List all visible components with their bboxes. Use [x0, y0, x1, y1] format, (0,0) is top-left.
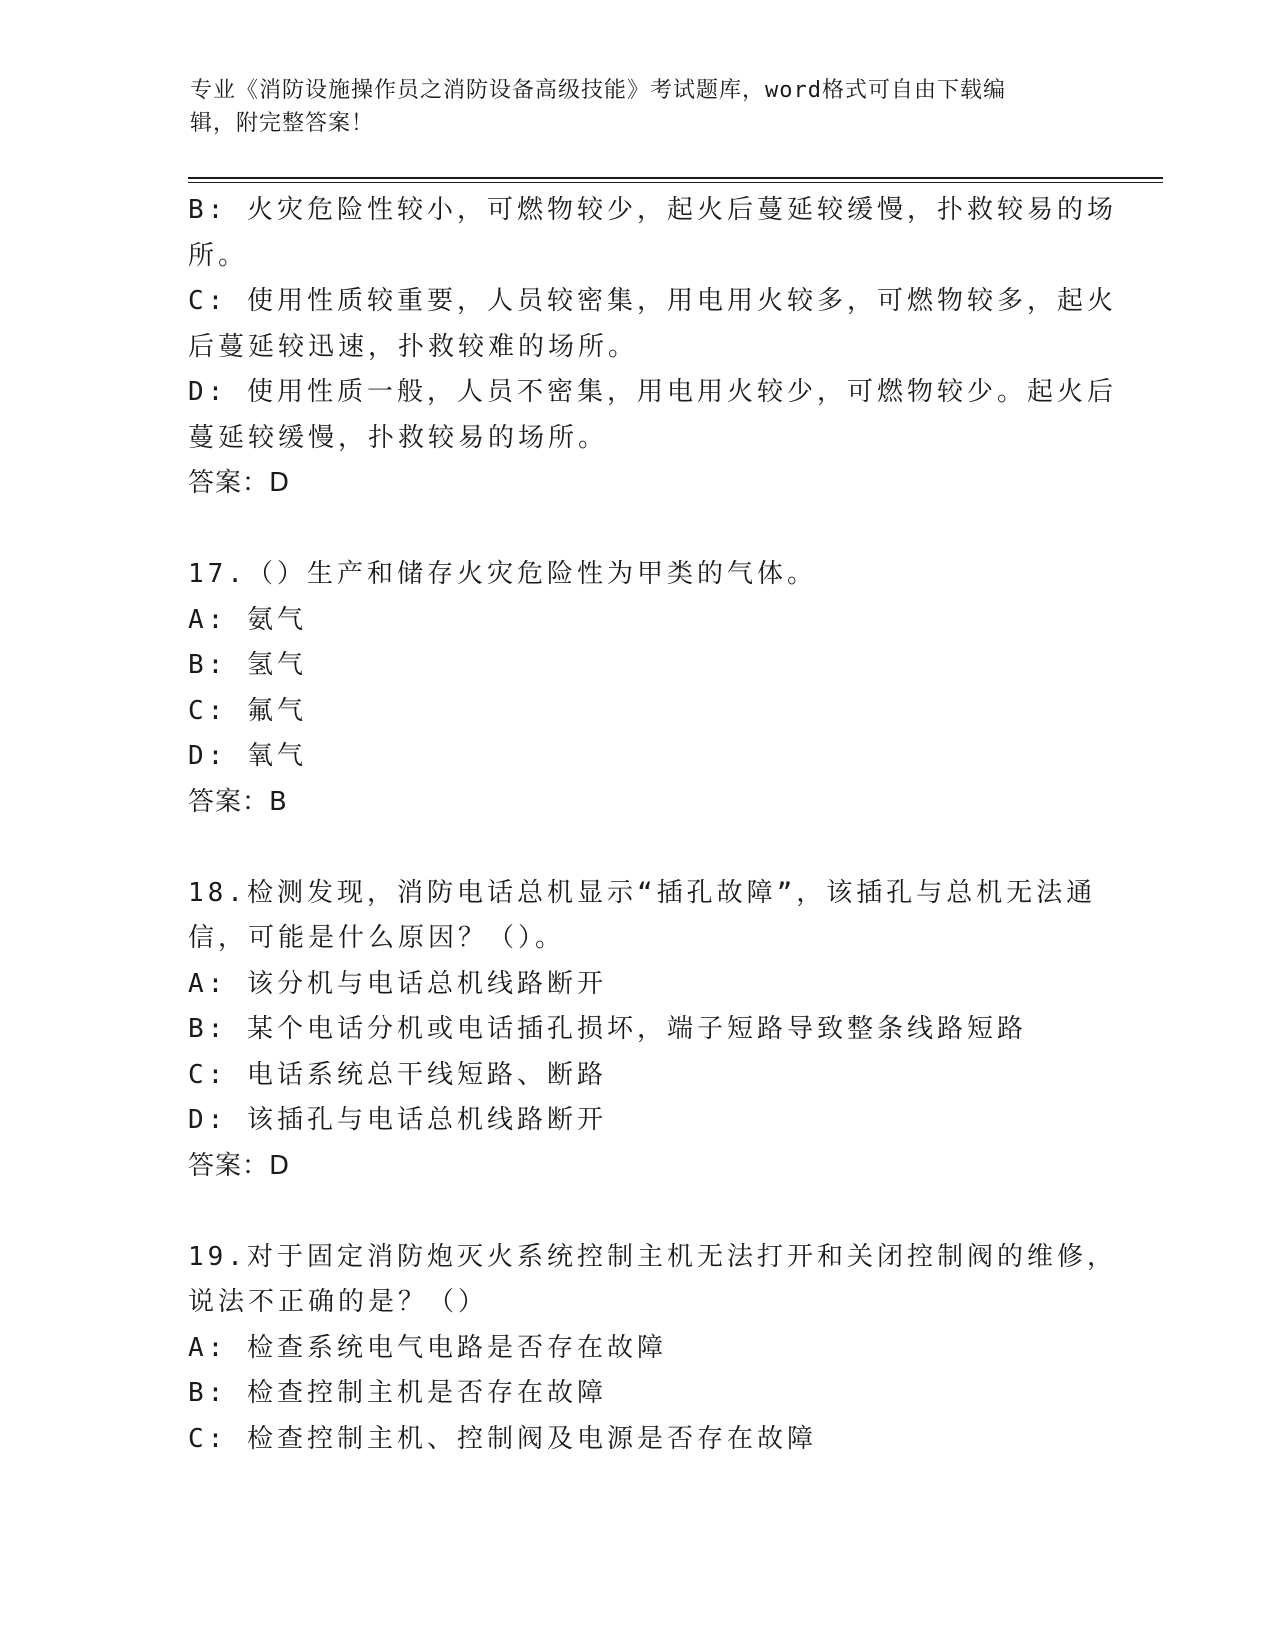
option-b: B: 氢气	[188, 650, 307, 680]
option-c-line-1: C: 使用性质较重要，人员较密集，用电用火较多，可燃物较多，起火	[188, 286, 1117, 316]
spacer	[188, 825, 1088, 871]
header-divider-thin	[188, 182, 1163, 183]
question-stem-line-2: 说法不正确的是？（）	[188, 1287, 489, 1317]
option-b: B: 某个电话分机或电话插孔损坏，端子短路导致整条线路短路	[188, 1014, 1027, 1044]
option-b-line-1: B: 火灾危险性较小，可燃物较少，起火后蔓延较缓慢，扑救较易的场	[188, 195, 1117, 225]
option-d-line-1: D: 使用性质一般，人员不密集，用电用火较少，可燃物较少。起火后	[188, 377, 1117, 407]
answer: 答案：D	[188, 468, 291, 498]
answer: 答案：D	[188, 1150, 291, 1181]
question-stem-line-1: 18.检测发现，消防电话总机显示“插孔故障”，该插孔与总机无法通	[188, 877, 1097, 908]
question-17	[188, 552, 1088, 825]
option-b: B: 检查控制主机是否存在故障	[188, 1378, 607, 1408]
option-c: C: 电话系统总干线短路、断路	[188, 1059, 607, 1090]
question-stem-line-2: 信，可能是什么原因？（）。	[188, 923, 566, 953]
option-a: A: 该分机与电话总机线路断开	[188, 968, 607, 999]
document-header	[190, 74, 1070, 140]
spacer	[188, 507, 1088, 553]
option-d: D: 氧气	[188, 741, 307, 771]
option-a: A: 氨气	[188, 604, 307, 635]
option-c-line-2: 后蔓延较迅速，扑救较难的场所。	[188, 331, 639, 362]
header-line-2: 辑，附完整答案！	[190, 111, 375, 136]
option-c: C: 检查控制主机、控制阀及电源是否存在故障	[188, 1423, 817, 1454]
question-stem-line-1: 19.对于固定消防炮灭火系统控制主机无法打开和关闭控制阀的维修，	[188, 1241, 1117, 1272]
spacer	[188, 1189, 1088, 1235]
question-16-continued	[188, 188, 1117, 507]
header-divider-thick	[188, 177, 1163, 179]
option-c: C: 氟气	[188, 695, 307, 726]
question-list	[188, 188, 1117, 1462]
option-d-line-2: 蔓延较缓慢，扑救较易的场所。	[188, 422, 609, 453]
header-line-1: 专业《消防设施操作员之消防设备高级技能》考试题库，word格式可自由下载编	[190, 78, 1006, 103]
question-19	[188, 1235, 1117, 1463]
option-d: D: 该插孔与电话总机线路断开	[188, 1105, 607, 1135]
question-18	[188, 871, 1097, 1190]
option-a: A: 检查系统电气电路是否存在故障	[188, 1332, 667, 1363]
question-stem: 17.（）生产和储存火灾危险性为甲类的气体。	[188, 559, 817, 589]
option-b-line-2: 所。	[188, 240, 249, 271]
answer: 答案：B	[188, 786, 288, 817]
